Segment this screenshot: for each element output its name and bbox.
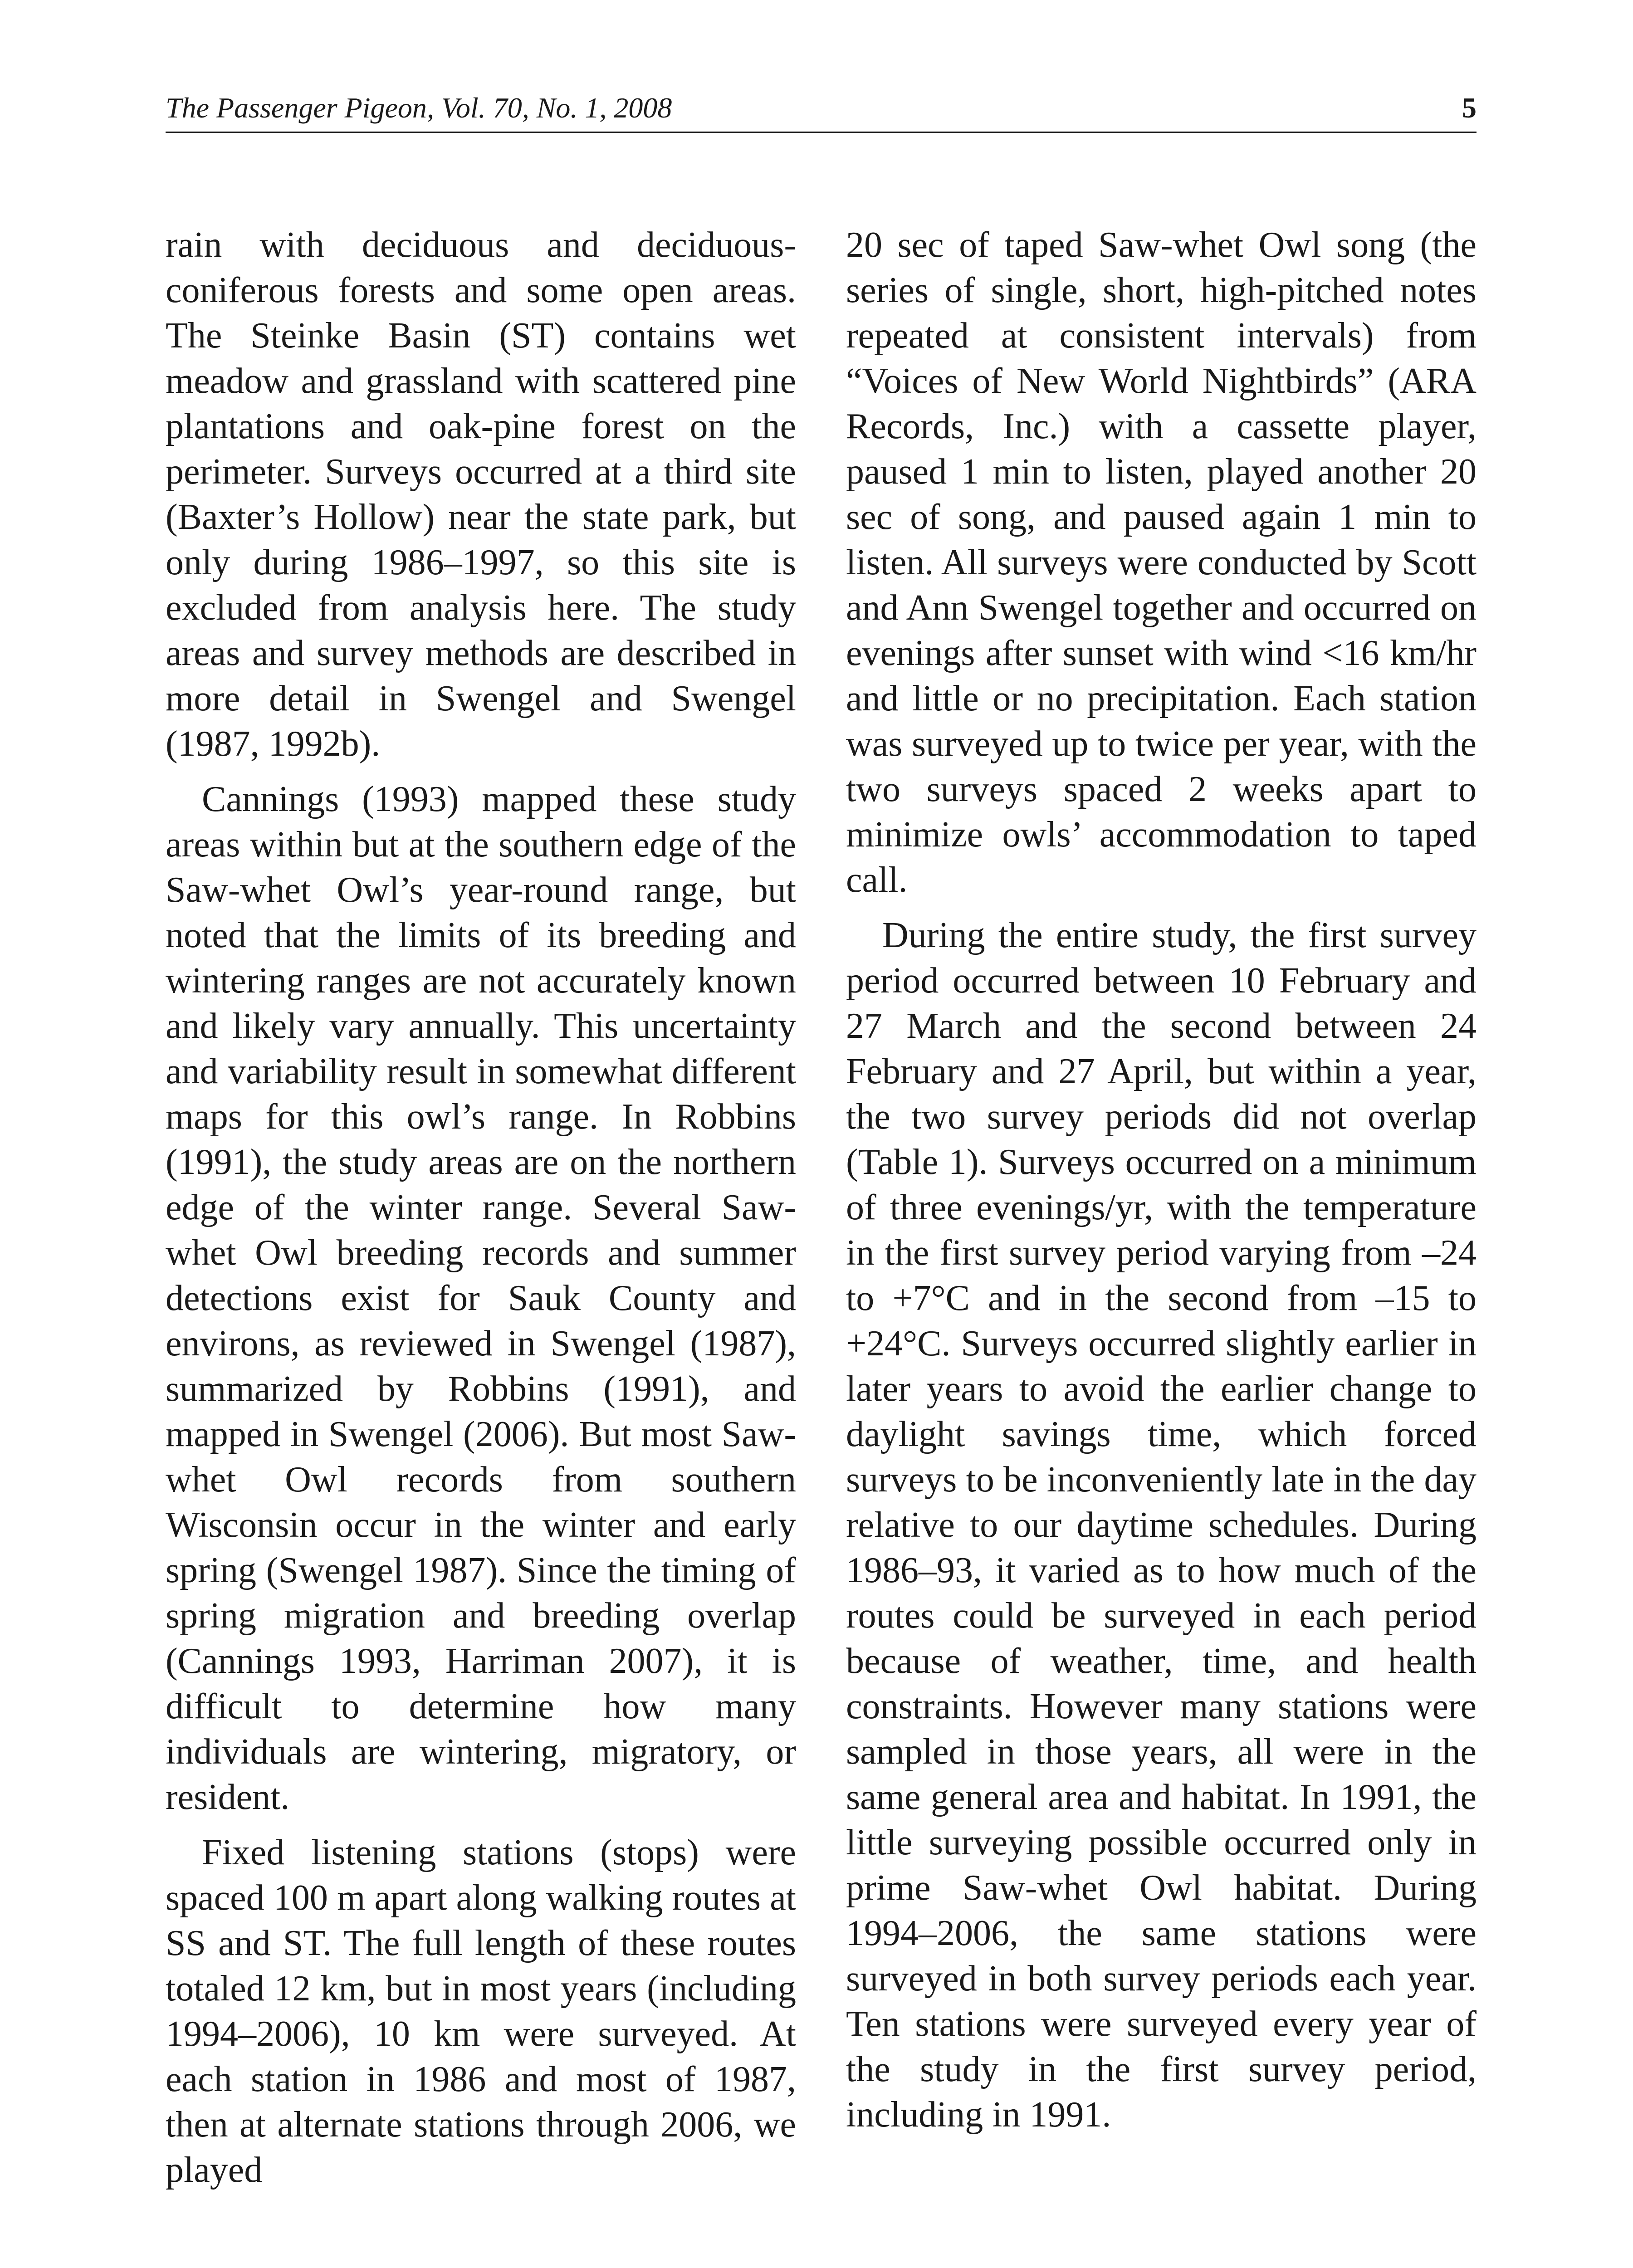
paragraph-range-maps: Cannings (1993) mapped these study areas within but at the southern edge of the Saw-whet Owl’s year-round range, but noted that the limits of its breeding and wintering ranges are not accurately known and likely vary annually. This uncertainty and variability result in somewhat different maps for this owl’s range. In Robbins (1991), the study areas are on the northern edge of the winter range. Several Saw-whet Owl breeding records and summer detections exist for Sauk County and environs, as reviewed in Swengel (1987), summarized by Robbins (1991), and mapped in Swengel (2006). But most Saw-whet Owl records from southern Wisconsin occur in the winter and early spring (Swengel 1987). Since the timing of spring migration and breeding overlap (Cannings 1993, Harriman 2007), it is difficult to determine how many individuals are wintering, migratory, or resident. (166, 779, 796, 1817)
left-column (166, 222, 796, 2193)
paragraph-study-sites: rain with deciduous and deciduous-coniferous forests and some open areas. The Steinke Basin (ST) contains wet meadow and grassland with scattered pine plantations and oak-pine forest on the perimeter. Surveys occurred at a third site (Baxter’s Hollow) near the state park, but only during 1986–1997, so this site is excluded from analysis here. The study areas and survey methods are described in more detail in Swengel and Swengel (1987, 1992b). (166, 225, 796, 764)
running-header (166, 86, 1477, 133)
paragraph-listening-stations: Fixed listening stations (stops) were spaced 100 m apart along walking routes at SS and ST. The full length of these routes totaled 12 km, but in most years (including 1994–2006), 10 km were surveyed. At each station in 1986 and most of 1987, then at alternate stations through 2006, we played (166, 1833, 796, 2190)
journal-citation: The Passenger Pigeon, Vol. 70, No. 1, 2008 (166, 92, 672, 124)
right-column (846, 222, 1477, 2137)
paragraph-survey-protocol: 20 sec of taped Saw-whet Owl song (the series of single, short, high-pitched notes repeated at consistent intervals) from “Voices of New World Nightbirds” (ARA Records, Inc.) with a cassette player, paused 1 min to listen, played another 20 sec of song, and paused again 1 min to listen. All surveys were conducted by Scott and Ann Swengel together and occurred on evenings after sunset with wind <16 km/hr and little or no precipitation. Each station was surveyed up to twice per year, with the two surveys spaced 2 weeks apart to minimize owls’ accommodation to taped call. (846, 225, 1477, 900)
page-number: 5 (1462, 92, 1477, 124)
paragraph-survey-periods: During the entire study, the first survey period occurred between 10 February and 27 March and the second between 24 February and 27 April, but within a year, the two survey periods did not overlap (Table 1). Surveys occurred on a minimum of three evenings/yr, with the temperature in the first survey period varying from –24 to +7°C and in the second from –15 to +24°C. Surveys occurred slightly earlier in later years to avoid the earlier change to daylight savings time, which forced surveys to be inconveniently late in the day relative to our daytime schedules. During 1986–93, it varied as to how much of the routes could be surveyed in each period because of weather, time, and health constraints. However many stations were sampled in those years, all were in the same general area and habitat. In 1991, the little surveying possible occurred only in prime Saw-whet Owl habitat. During 1994–2006, the same stations were surveyed in both survey periods each year. Ten stations were surveyed every year of the study in the first survey period, including in 1991. (846, 915, 1477, 2135)
